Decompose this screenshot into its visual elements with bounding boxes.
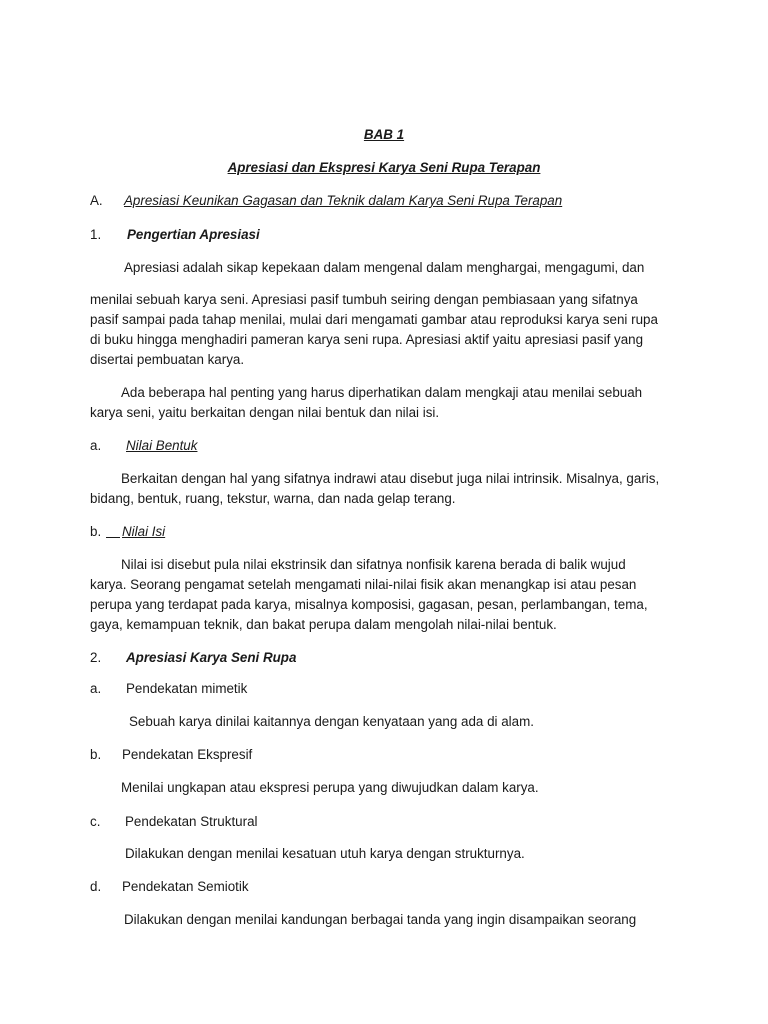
item-a-heading: Nilai Bentuk bbox=[126, 438, 198, 453]
paragraph-line: perupa yang terdapat pada karya, misalnya komposisi, gagasan, pesan, perlambangan, tema, bbox=[90, 597, 648, 612]
paragraph-line: di buku hingga menghadiri pameran karya seni rupa. Apresiasi aktif yaitu apresiasi pasif yang bbox=[90, 332, 644, 347]
approach-description: Dilakukan dengan menilai kesatuan utuh karya dengan strukturnya. bbox=[125, 846, 525, 861]
approach-label: Pendekatan Ekspresif bbox=[122, 747, 253, 762]
paragraph-line: Nilai isi disebut pula nilai ekstrinsik dan sifatnya nonfisik karena berada di balik wujud bbox=[121, 557, 626, 572]
paragraph-line: Berkaitan dengan hal yang sifatnya indrawi atau disebut juga nilai intrinsik. Misalnya, garis, bbox=[121, 471, 660, 486]
paragraph-line: karya. Seorang pengamat setelah mengamati nilai-nilai fisik akan menangkap isi atau pesan bbox=[90, 577, 637, 592]
item-1-marker: 1. bbox=[90, 227, 102, 242]
approach-description: Dilakukan dengan menilai kandungan berbagai tanda yang ingin disampaikan seorang bbox=[124, 912, 637, 927]
underline-blank bbox=[106, 526, 120, 538]
item-b-heading: Nilai Isi bbox=[122, 524, 166, 539]
approach-label: Pendekatan mimetik bbox=[126, 681, 248, 696]
approach-marker: a. bbox=[90, 681, 102, 696]
approach-marker: c. bbox=[90, 814, 101, 829]
item-a-marker: a. bbox=[90, 438, 102, 453]
approach-description: Menilai ungkapan atau ekspresi perupa yang diwujudkan dalam karya. bbox=[121, 780, 539, 795]
chapter-title: Apresiasi dan Ekspresi Karya Seni Rupa Terapan bbox=[227, 160, 541, 175]
item-1-heading: Pengertian Apresiasi bbox=[127, 227, 260, 242]
paragraph-line: gaya, kemampuan teknik, dan bakat perupa dalam mengolah nilai-nilai bentuk. bbox=[90, 617, 557, 632]
section-a-marker: A. bbox=[90, 193, 103, 208]
approach-marker: d. bbox=[90, 879, 102, 894]
paragraph-line: Ada beberapa hal penting yang harus diperhatikan dalam mengkaji atau menilai sebuah bbox=[121, 385, 643, 400]
approach-marker: b. bbox=[90, 747, 102, 762]
approach-label: Pendekatan Semiotik bbox=[122, 879, 249, 894]
chapter-heading: BAB 1 bbox=[363, 127, 405, 142]
paragraph-line: karya seni, yaitu berkaitan dengan nilai bentuk dan nilai isi. bbox=[90, 405, 440, 420]
item-2-marker: 2. bbox=[90, 650, 102, 665]
approach-label: Pendekatan Struktural bbox=[125, 814, 258, 829]
paragraph-line: disertai pembuatan karya. bbox=[90, 352, 245, 367]
section-a-heading: Apresiasi Keunikan Gagasan dan Teknik dalam Karya Seni Rupa Terapan bbox=[124, 193, 563, 208]
item-2-heading: Apresiasi Karya Seni Rupa bbox=[126, 650, 297, 665]
paragraph-line: bidang, bentuk, ruang, tekstur, warna, dan nada gelap terang. bbox=[90, 491, 456, 506]
paragraph-line: Apresiasi adalah sikap kepekaan dalam mengenal dalam menghargai, mengagumi, dan bbox=[124, 260, 645, 275]
item-b-marker: b. bbox=[90, 524, 102, 539]
approach-description: Sebuah karya dinilai kaitannya dengan kenyataan yang ada di alam. bbox=[129, 714, 534, 729]
paragraph-line: pasif sampai pada tahap menilai, mulai dari mengamati gambar atau reproduksi karya seni rupa bbox=[90, 312, 658, 327]
paragraph-line: menilai sebuah karya seni. Apresiasi pasif tumbuh seiring dengan pembiasaan yang sifatnya bbox=[90, 292, 638, 307]
